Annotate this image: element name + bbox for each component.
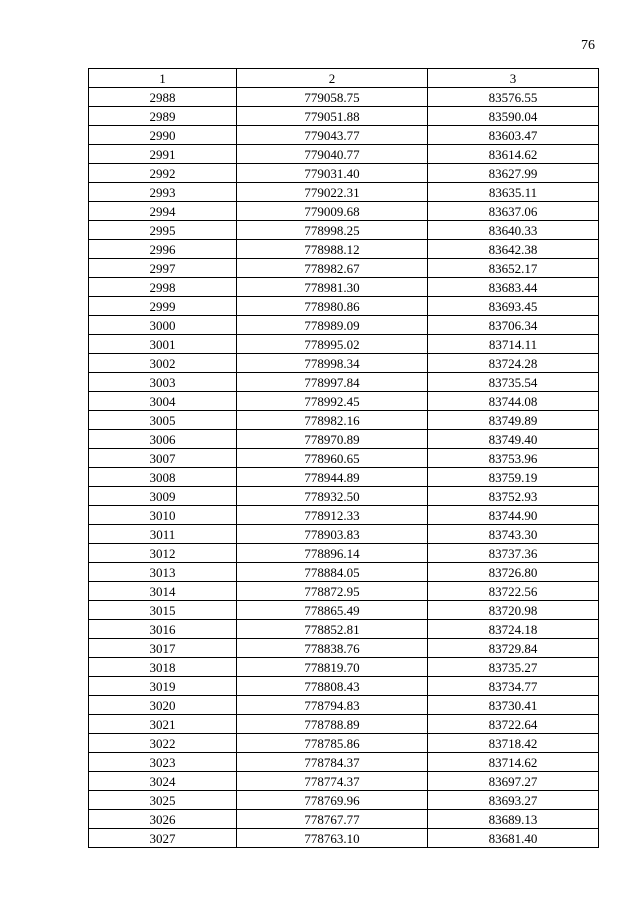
point-number-cell: 2995: [89, 221, 237, 240]
point-number-cell: 3006: [89, 430, 237, 449]
point-number-cell: 2992: [89, 164, 237, 183]
y-coordinate-cell: 83749.89: [428, 411, 599, 430]
point-number-cell: 3015: [89, 601, 237, 620]
x-coordinate-cell: 778912.33: [237, 506, 428, 525]
x-coordinate-cell: 778944.89: [237, 468, 428, 487]
page-number: 76: [581, 38, 595, 53]
point-number-cell: 3007: [89, 449, 237, 468]
y-coordinate-cell: 83637.06: [428, 202, 599, 221]
y-coordinate-cell: 83720.98: [428, 601, 599, 620]
table-row: [89, 107, 599, 126]
x-coordinate-cell: 778992.45: [237, 392, 428, 411]
x-coordinate-cell: 778970.89: [237, 430, 428, 449]
point-number-cell: 2990: [89, 126, 237, 145]
table-row: [89, 221, 599, 240]
y-coordinate-cell: 83697.27: [428, 772, 599, 791]
y-coordinate-cell: 83614.62: [428, 145, 599, 164]
point-number-cell: 3001: [89, 335, 237, 354]
table-row: [89, 392, 599, 411]
point-number-cell: 3000: [89, 316, 237, 335]
x-coordinate-cell: 778865.49: [237, 601, 428, 620]
table-row: [89, 620, 599, 639]
table-row: [89, 259, 599, 278]
y-coordinate-cell: 83706.34: [428, 316, 599, 335]
table-row: [89, 316, 599, 335]
point-number-cell: 3020: [89, 696, 237, 715]
table-row: [89, 658, 599, 677]
point-number-cell: 3018: [89, 658, 237, 677]
y-coordinate-cell: 83640.33: [428, 221, 599, 240]
x-coordinate-cell: 778998.25: [237, 221, 428, 240]
x-coordinate-cell: 778794.83: [237, 696, 428, 715]
table-row: [89, 278, 599, 297]
table-row: [89, 430, 599, 449]
table-row: [89, 829, 599, 848]
y-coordinate-cell: 83693.45: [428, 297, 599, 316]
x-coordinate-cell: 778784.37: [237, 753, 428, 772]
x-coordinate-cell: 778884.05: [237, 563, 428, 582]
x-coordinate-cell: 778785.86: [237, 734, 428, 753]
x-coordinate-cell: 778932.50: [237, 487, 428, 506]
x-coordinate-cell: 778998.34: [237, 354, 428, 373]
point-number-cell: 3017: [89, 639, 237, 658]
point-number-cell: 3025: [89, 791, 237, 810]
table-row: [89, 810, 599, 829]
y-coordinate-cell: 83743.30: [428, 525, 599, 544]
table-row: [89, 449, 599, 468]
table-row: [89, 753, 599, 772]
coordinates-table-container: [88, 68, 598, 848]
table-row: [89, 373, 599, 392]
table-row: [89, 487, 599, 506]
table-row: [89, 411, 599, 430]
table-row: [89, 202, 599, 221]
table-row: [89, 639, 599, 658]
y-coordinate-cell: 83590.04: [428, 107, 599, 126]
x-coordinate-cell: 778819.70: [237, 658, 428, 677]
x-coordinate-cell: 778852.81: [237, 620, 428, 639]
table-row: [89, 354, 599, 373]
x-coordinate-cell: 778960.65: [237, 449, 428, 468]
y-coordinate-cell: 83749.40: [428, 430, 599, 449]
y-coordinate-cell: 83689.13: [428, 810, 599, 829]
y-coordinate-cell: 83714.11: [428, 335, 599, 354]
y-coordinate-cell: 83681.40: [428, 829, 599, 848]
point-number-cell: 2994: [89, 202, 237, 221]
x-coordinate-cell: 778989.09: [237, 316, 428, 335]
y-coordinate-cell: 83722.64: [428, 715, 599, 734]
point-number-cell: 3023: [89, 753, 237, 772]
point-number-cell: 3004: [89, 392, 237, 411]
y-coordinate-cell: 83718.42: [428, 734, 599, 753]
x-coordinate-cell: 779031.40: [237, 164, 428, 183]
table-row: [89, 164, 599, 183]
table-row: [89, 297, 599, 316]
point-number-cell: 3027: [89, 829, 237, 848]
table-row: [89, 335, 599, 354]
y-coordinate-cell: 83744.90: [428, 506, 599, 525]
y-coordinate-cell: 83652.17: [428, 259, 599, 278]
x-coordinate-cell: 778788.89: [237, 715, 428, 734]
x-coordinate-cell: 779043.77: [237, 126, 428, 145]
x-coordinate-cell: 779009.68: [237, 202, 428, 221]
y-coordinate-cell: 83693.27: [428, 791, 599, 810]
x-coordinate-cell: 778763.10: [237, 829, 428, 848]
point-number-cell: 2993: [89, 183, 237, 202]
y-coordinate-cell: 83635.11: [428, 183, 599, 202]
y-coordinate-cell: 83724.28: [428, 354, 599, 373]
point-number-cell: 2988: [89, 88, 237, 107]
point-number-cell: 2999: [89, 297, 237, 316]
y-coordinate-cell: 83722.56: [428, 582, 599, 601]
x-coordinate-cell: 778982.16: [237, 411, 428, 430]
y-coordinate-cell: 83576.55: [428, 88, 599, 107]
header-cell-1: 1: [89, 69, 237, 88]
x-coordinate-cell: 778769.96: [237, 791, 428, 810]
table-row: [89, 506, 599, 525]
table-row: [89, 696, 599, 715]
point-number-cell: 3016: [89, 620, 237, 639]
x-coordinate-cell: 778981.30: [237, 278, 428, 297]
point-number-cell: 3026: [89, 810, 237, 829]
y-coordinate-cell: 83627.99: [428, 164, 599, 183]
table-body: [89, 88, 599, 848]
point-number-cell: 2991: [89, 145, 237, 164]
y-coordinate-cell: 83734.77: [428, 677, 599, 696]
y-coordinate-cell: 83735.54: [428, 373, 599, 392]
x-coordinate-cell: 778988.12: [237, 240, 428, 259]
table-row: [89, 734, 599, 753]
point-number-cell: 3010: [89, 506, 237, 525]
point-number-cell: 3002: [89, 354, 237, 373]
table-row: [89, 772, 599, 791]
x-coordinate-cell: 778767.77: [237, 810, 428, 829]
point-number-cell: 3024: [89, 772, 237, 791]
header-cell-3: 3: [428, 69, 599, 88]
point-number-cell: 3005: [89, 411, 237, 430]
point-number-cell: 3008: [89, 468, 237, 487]
table-row: [89, 468, 599, 487]
point-number-cell: 2998: [89, 278, 237, 297]
x-coordinate-cell: 778903.83: [237, 525, 428, 544]
point-number-cell: 3003: [89, 373, 237, 392]
point-number-cell: 3009: [89, 487, 237, 506]
table-row: [89, 791, 599, 810]
y-coordinate-cell: 83730.41: [428, 696, 599, 715]
y-coordinate-cell: 83744.08: [428, 392, 599, 411]
point-number-cell: 3013: [89, 563, 237, 582]
point-number-cell: 2996: [89, 240, 237, 259]
point-number-cell: 3021: [89, 715, 237, 734]
x-coordinate-cell: 778982.67: [237, 259, 428, 278]
table-header: [89, 69, 599, 88]
x-coordinate-cell: 778995.02: [237, 335, 428, 354]
y-coordinate-cell: 83642.38: [428, 240, 599, 259]
y-coordinate-cell: 83724.18: [428, 620, 599, 639]
point-number-cell: 2997: [89, 259, 237, 278]
coordinates-table: [88, 68, 599, 848]
table-row: [89, 677, 599, 696]
point-number-cell: 2989: [89, 107, 237, 126]
table-row: [89, 240, 599, 259]
y-coordinate-cell: 83603.47: [428, 126, 599, 145]
table-row: [89, 145, 599, 164]
y-coordinate-cell: 83683.44: [428, 278, 599, 297]
table-row: [89, 582, 599, 601]
point-number-cell: 3012: [89, 544, 237, 563]
table-row: [89, 126, 599, 145]
header-cell-2: 2: [237, 69, 428, 88]
y-coordinate-cell: 83735.27: [428, 658, 599, 677]
point-number-cell: 3019: [89, 677, 237, 696]
y-coordinate-cell: 83753.96: [428, 449, 599, 468]
x-coordinate-cell: 778896.14: [237, 544, 428, 563]
table-row: [89, 563, 599, 582]
table-row: [89, 525, 599, 544]
x-coordinate-cell: 779051.88: [237, 107, 428, 126]
x-coordinate-cell: 778980.86: [237, 297, 428, 316]
x-coordinate-cell: 779058.75: [237, 88, 428, 107]
x-coordinate-cell: 778997.84: [237, 373, 428, 392]
y-coordinate-cell: 83714.62: [428, 753, 599, 772]
y-coordinate-cell: 83759.19: [428, 468, 599, 487]
x-coordinate-cell: 778774.37: [237, 772, 428, 791]
table-row: [89, 715, 599, 734]
point-number-cell: 3022: [89, 734, 237, 753]
table-row: [89, 544, 599, 563]
x-coordinate-cell: 778872.95: [237, 582, 428, 601]
table-row: [89, 601, 599, 620]
x-coordinate-cell: 779040.77: [237, 145, 428, 164]
y-coordinate-cell: 83737.36: [428, 544, 599, 563]
header-row: [89, 69, 599, 88]
table-row: [89, 88, 599, 107]
point-number-cell: 3014: [89, 582, 237, 601]
y-coordinate-cell: 83729.84: [428, 639, 599, 658]
point-number-cell: 3011: [89, 525, 237, 544]
table-row: [89, 183, 599, 202]
y-coordinate-cell: 83752.93: [428, 487, 599, 506]
x-coordinate-cell: 779022.31: [237, 183, 428, 202]
x-coordinate-cell: 778838.76: [237, 639, 428, 658]
x-coordinate-cell: 778808.43: [237, 677, 428, 696]
y-coordinate-cell: 83726.80: [428, 563, 599, 582]
